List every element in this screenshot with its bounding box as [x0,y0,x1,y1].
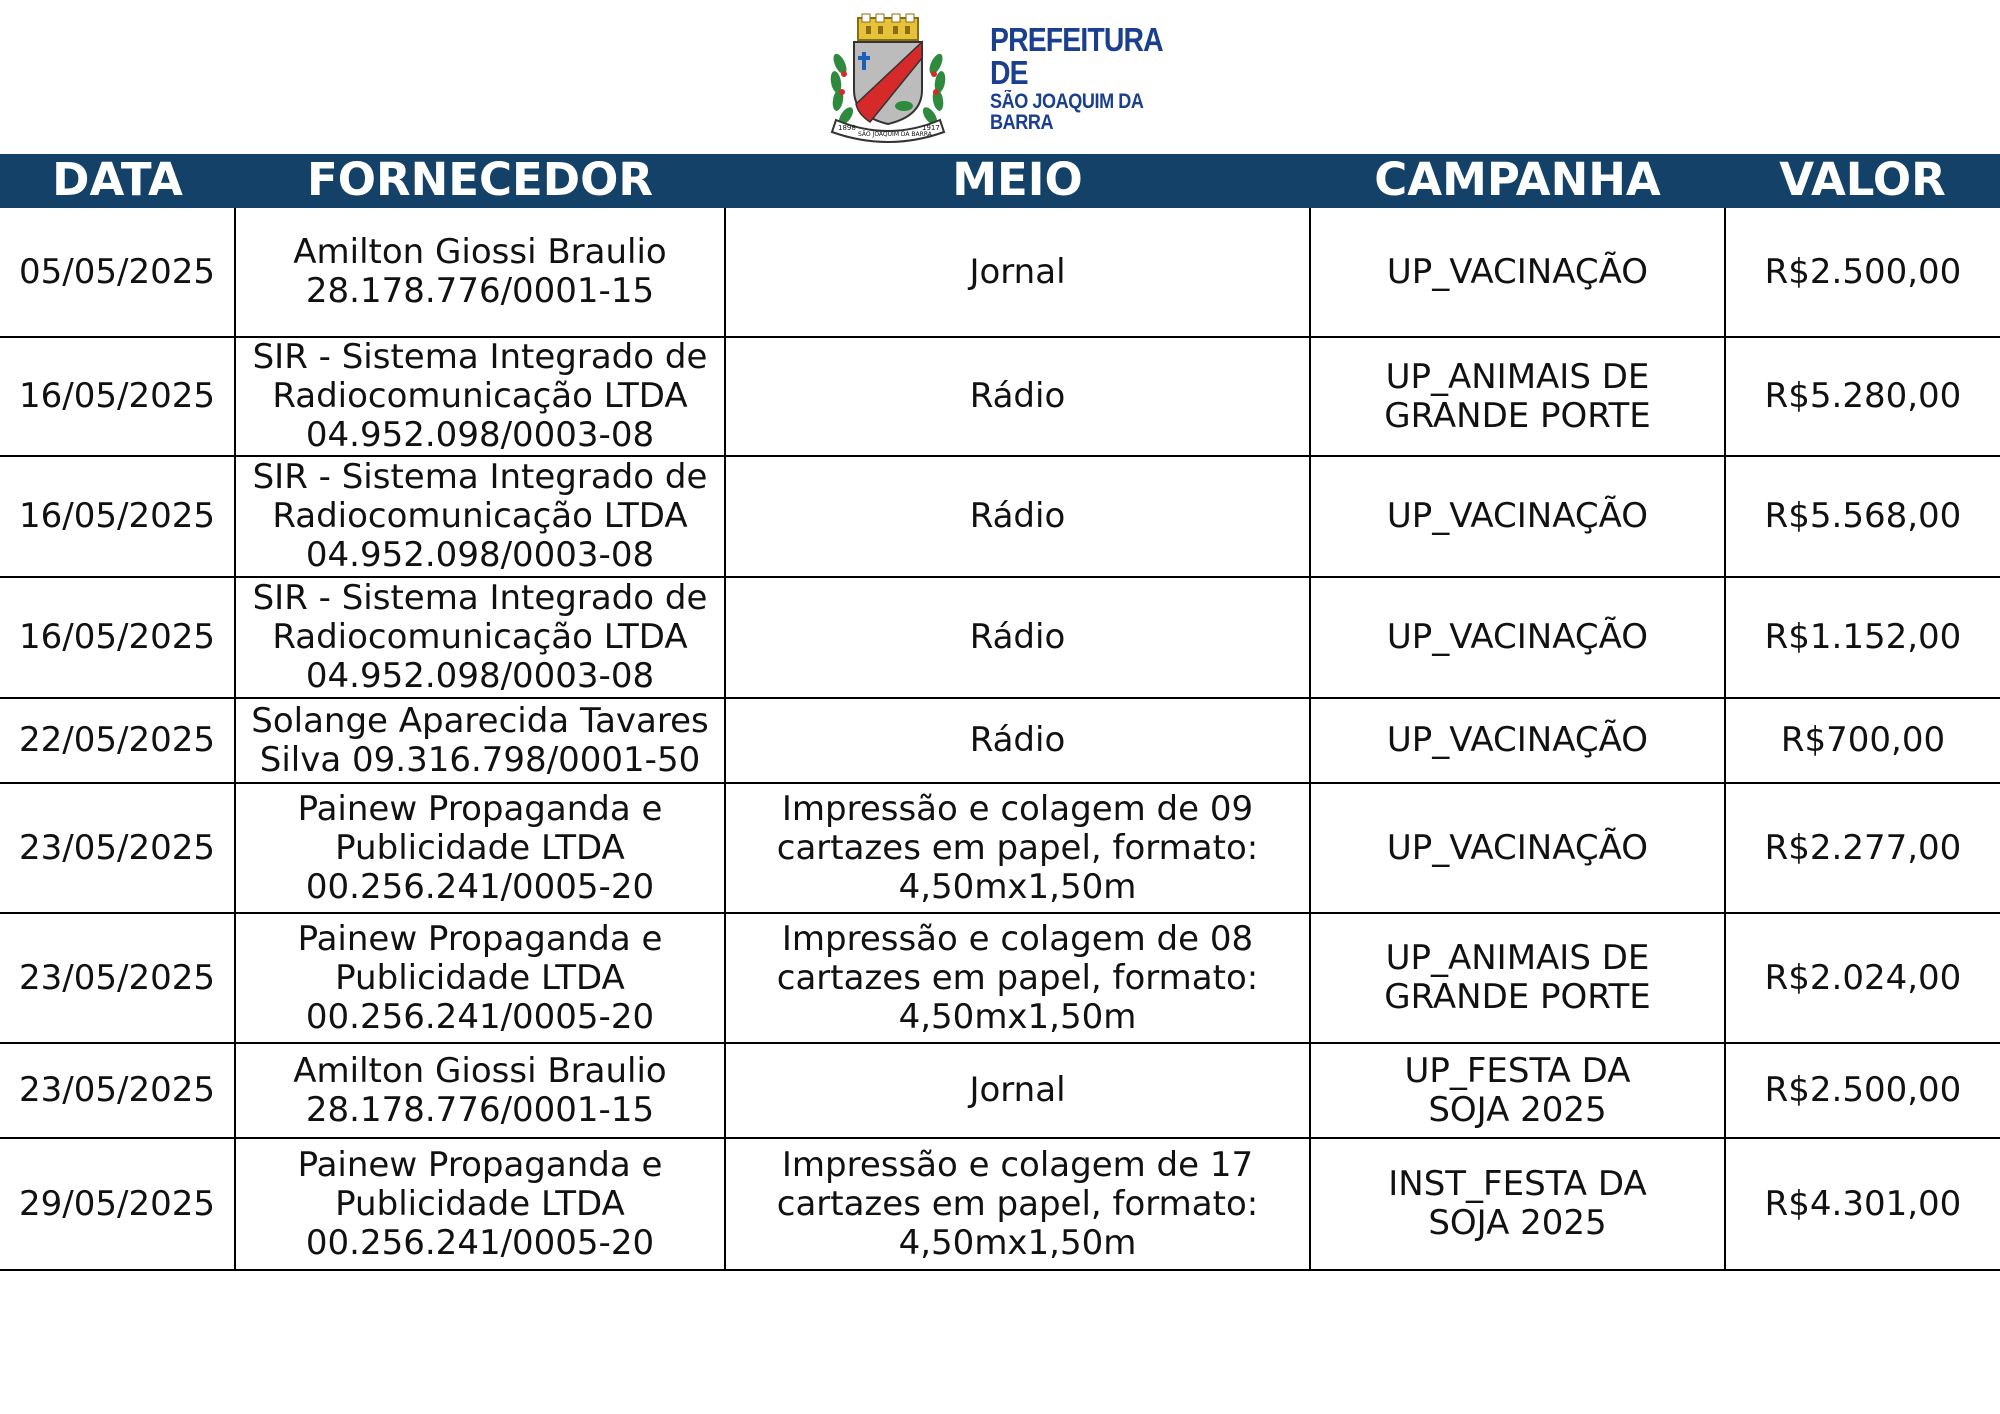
cell-meio: Rádio [725,577,1310,698]
logo-line1: PREFEITURA DE [990,21,1162,91]
svg-text:1898: 1898 [838,124,856,132]
cell-valor: R$700,00 [1725,698,2000,783]
cell-meio: Impressão e colagem de 08 cartazes em papel, formato: 4,50mx1,50m [725,913,1310,1043]
cell-campanha: UP_FESTA DA SOJA 2025 [1310,1043,1725,1138]
cell-data: 05/05/2025 [19,251,215,292]
cell-fornecedor: Painew Propaganda e Publicidade LTDA 00.256.241/0005-20 [235,1138,725,1270]
column-header-valor: VALOR [1725,154,2000,207]
cell-valor: R$5.568,00 [1725,456,2000,577]
cell-meio: Rádio [725,337,1310,456]
table-row [0,913,2000,1043]
cell-campanha: UP_VACINAÇÃO [1310,577,1725,698]
table-row [0,1043,2000,1138]
cell-campanha: UP_VACINAÇÃO [1310,456,1725,577]
cell-campanha: UP_VACINAÇÃO [1310,698,1725,783]
table-header [0,154,2000,207]
table-body [0,207,2000,1270]
logo-line2: SÃO JOAQUIM DA BARRA [990,90,1143,134]
cell-meio: Impressão e colagem de 17 cartazes em papel, formato: 4,50mx1,50m [725,1138,1310,1270]
table-row [0,207,2000,337]
cell-fornecedor: Painew Propaganda e Publicidade LTDA 00.256.241/0005-20 [235,783,725,913]
cell-fornecedor: SIR - Sistema Integrado de Radiocomunicação LTDA 04.952.098/0003-08 [235,456,725,577]
column-header-data: DATA [0,154,235,207]
cell-campanha: UP_ANIMAIS DE GRANDE PORTE [1310,337,1725,456]
cell-data: 16/05/2025 [0,577,235,698]
cell-valor: R$2.024,00 [1725,913,2000,1043]
logo-wordmark [990,23,1190,133]
cell-data: 16/05/2025 [0,337,235,456]
table-row [0,577,2000,698]
prefeitura-logo [818,12,1178,144]
cell-valor: R$1.152,00 [1725,577,2000,698]
svg-text:SÃO JOAQUIM DA BARRA: SÃO JOAQUIM DA BARRA [858,131,932,138]
cell-data: 23/05/2025 [0,1043,235,1138]
table-row [0,337,2000,456]
cell-campanha: UP_VACINAÇÃO [1310,783,1725,913]
city-crest-icon [818,12,988,144]
cell-data: 16/05/2025 [0,456,235,577]
cell-fornecedor: Amilton Giossi Braulio 28.178.776/0001-15 [235,1043,725,1138]
cell-meio: Jornal [725,207,1310,337]
table-row [0,698,2000,783]
cell-valor: R$4.301,00 [1725,1138,2000,1270]
table-row [0,783,2000,913]
column-header-campanha: CAMPANHA [1310,154,1725,207]
cell-meio: Impressão e colagem de 09 cartazes em papel, formato: 4,50mx1,50m [725,783,1310,913]
cell-data: 23/05/2025 [0,913,235,1043]
cell-meio: Rádio [725,698,1310,783]
table-row [0,456,2000,577]
table-header-row [0,154,2000,207]
media-expense-table [0,154,2000,1271]
cell-valor: R$2.500,00 [1725,1043,2000,1138]
cell-fornecedor: Amilton Giossi Braulio 28.178.776/0001-15 [235,207,725,337]
cell-campanha: UP_VACINAÇÃO [1310,207,1725,337]
cell-campanha: INST_FESTA DA SOJA 2025 [1310,1138,1725,1270]
cell-fornecedor: Painew Propaganda e Publicidade LTDA 00.256.241/0005-20 [235,913,725,1043]
cell-data: 29/05/2025 [0,1138,235,1270]
cell-fornecedor: SIR - Sistema Integrado de Radiocomunicação LTDA 04.952.098/0003-08 [235,337,725,456]
cell-meio: Jornal [725,1043,1310,1138]
column-header-fornecedor: FORNECEDOR [235,154,725,207]
cell-fornecedor: Solange Aparecida Tavares Silva 09.316.798/0001-50 [235,698,725,783]
cell-meio: Rádio [725,456,1310,577]
column-header-meio: MEIO [725,154,1310,207]
svg-text:1917: 1917 [922,124,940,132]
table-row [0,1138,2000,1270]
cell-fornecedor: SIR - Sistema Integrado de Radiocomunicação LTDA 04.952.098/0003-08 [235,577,725,698]
cell-data: 22/05/2025 [0,698,235,783]
cell-valor: R$5.280,00 [1725,337,2000,456]
cell-campanha: UP_ANIMAIS DE GRANDE PORTE [1310,913,1725,1043]
cell-data: 23/05/2025 [0,783,235,913]
cell-valor: R$2.277,00 [1725,783,2000,913]
cell-valor: R$2.500,00 [1725,207,2000,337]
